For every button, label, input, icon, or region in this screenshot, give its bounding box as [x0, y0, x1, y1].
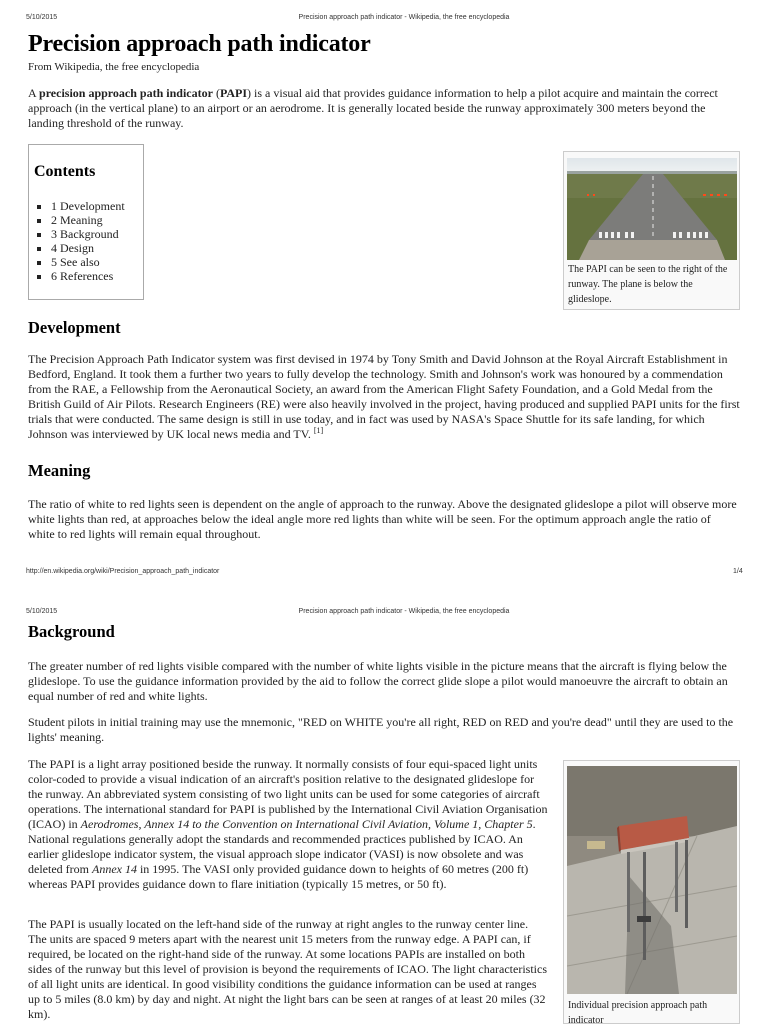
page-header-title: Precision approach path indicator - Wikipedia, the free encyclopedia — [298, 14, 510, 21]
intro-abbrev: PAPI — [219, 86, 248, 100]
meaning-paragraph: The ratio of white to red lights seen is dependent on the angle of approach to the runway. Above the designated glideslope a pilot will observe more white lights than red, at approaches below the ideal angle more red lights than white will be seen. For the optimum approach angle the ratio of white to red lights will remain equal throughout. — [28, 497, 737, 541]
toc-title: Contents — [34, 163, 96, 180]
background-paragraph-3: The PAPI is a light array positioned beside the runway. It normally consists of four equi-spaced light units color-coded to provide a visual indication of an aircraft's position relative to the designated glideslope for the runway. An abbreviated system consisting of two light units can be used for some categories of aircraft operations. The international standard for PAPI is published by the International Civil Aviation Organisation (ICAO) in Aerodromes, Annex 14 to the Convention on International Civil Aviation, Volume 1, Chapter 5. National regulations generally adopt the standards and recommended practices published by ICAO. An earlier glideslope indicator system, the visual approach slope indicator (VASI) is now obsolete and was deleted from Annex 14 in 1995. The VASI only provided guidance down to heights of 60 metres (200 ft) whereas PAPI provides guidance down to flare initiation (typically 15 metres, or 50 ft). — [28, 757, 548, 891]
toc-item-design[interactable]: ▪ 4 Design — [51, 241, 125, 255]
figure-papi-unit — [563, 760, 740, 1024]
page2-header-title: Precision approach path indicator - Wikipedia, the free encyclopedia — [298, 608, 510, 615]
development-paragraph: The Precision Approach Path Indicator system was first devised in 1974 by Tony Smith and David Johnson at the Royal Aircraft Establishment in Bedford, England. It took them a further two years to fully develop the technology. Smith and Johnson's work was honoured by a commendation from the RAE, a Fellowship from the Aeronautical Society, an award from the American Flight Safety Foundation, and a Gold Medal from the British Guild of Air Pilots. Research Engineers (RE) were also heavily involved in the project, having produced and supplied PAPI units for the first trials that were conducted. The same design is still in use today, and in fact was used by NASA's Space Shuttle for its safe landing, for which Johnson was interviewed by UK local news media and TV. [1] — [28, 352, 740, 441]
heading-meaning: Meaning — [28, 461, 91, 480]
figure-runway — [563, 151, 740, 310]
pdf-page-2 — [0, 604, 768, 1024]
article-source: From Wikipedia, the free encyclopedia — [28, 61, 200, 73]
papi-unit-photo[interactable] — [567, 766, 737, 994]
article-title: Precision approach path indicator — [28, 31, 371, 57]
intro-paragraph: A precision approach path indicator (PAPI) is a visual aid that provides guidance information to help a pilot acquire and maintain the correct approach (in the vertical plane) to an airport or an aerodrome. It is generally located beside the runway approximately 300 meters beyond the landing threshold of the runway. — [28, 86, 718, 130]
toc-item-development[interactable]: ▪ 1 Development — [51, 199, 125, 213]
toc-item-references[interactable]: ▪ 6 References — [51, 269, 125, 283]
background-paragraph-2: Student pilots in initial training may use the mnemonic, "RED on WHITE you're all right, RED on RED and you're dead" until they are used to the lights' meaning. — [28, 715, 734, 744]
figure-runway-caption: The PAPI can be seen to the right of the runway. The plane is below the glideslope. — [568, 264, 728, 305]
page2-header-date: 5/10/2015 — [26, 608, 58, 615]
toc-item-background[interactable]: ▪ 3 Background — [51, 227, 125, 241]
intro-term: precision approach path indicator — [39, 86, 213, 100]
table-of-contents — [28, 144, 144, 300]
heading-background: Background — [28, 622, 115, 641]
runway-photo[interactable] — [567, 158, 737, 260]
figure-papi-unit-caption: Individual precision approach path indicator — [568, 1000, 708, 1026]
citation-link[interactable]: [1] — [313, 426, 324, 435]
page-header-date: 5/10/2015 — [26, 14, 58, 21]
background-paragraph-1: The greater number of red lights visible compared with the number of white lights visible in the picture means that the aircraft is flying below the glideslope. To use the guidance information provided by the aid to follow the correct glide slope a pilot would manoeuvre the aircraft to obtain an equal number of red and white lights. — [28, 659, 728, 703]
toc-list — [39, 199, 125, 283]
heading-development: Development — [28, 318, 121, 337]
page-footer-number: 1/4 — [733, 568, 743, 575]
page-footer-url: http://en.wikipedia.org/wiki/Precision_approach_path_indicator — [26, 568, 220, 575]
page-separator — [0, 590, 768, 604]
background-paragraph-4: The PAPI is usually located on the left-hand side of the runway at right angles to the runway center line. The units are spaced 9 meters apart with the nearest unit 15 meters from the runway edge. A PAPI can, if required, be located on the right-hand side of the runway. At some locations PAPIs are installed on both sides of the runway but this level of provision is beyond the requirements of ICAO. The light characteristics of all light units are identical. In good visibility conditions the guidance information can be used at ranges up to 5 miles (8.0 km) by day and night. At night the light bars can be seen at ranges of at least 20 miles (32 km). — [28, 917, 547, 1021]
toc-item-see-also[interactable]: ▪ 5 See also — [51, 255, 125, 269]
toc-item-meaning[interactable]: ▪ 2 Meaning — [51, 213, 125, 227]
